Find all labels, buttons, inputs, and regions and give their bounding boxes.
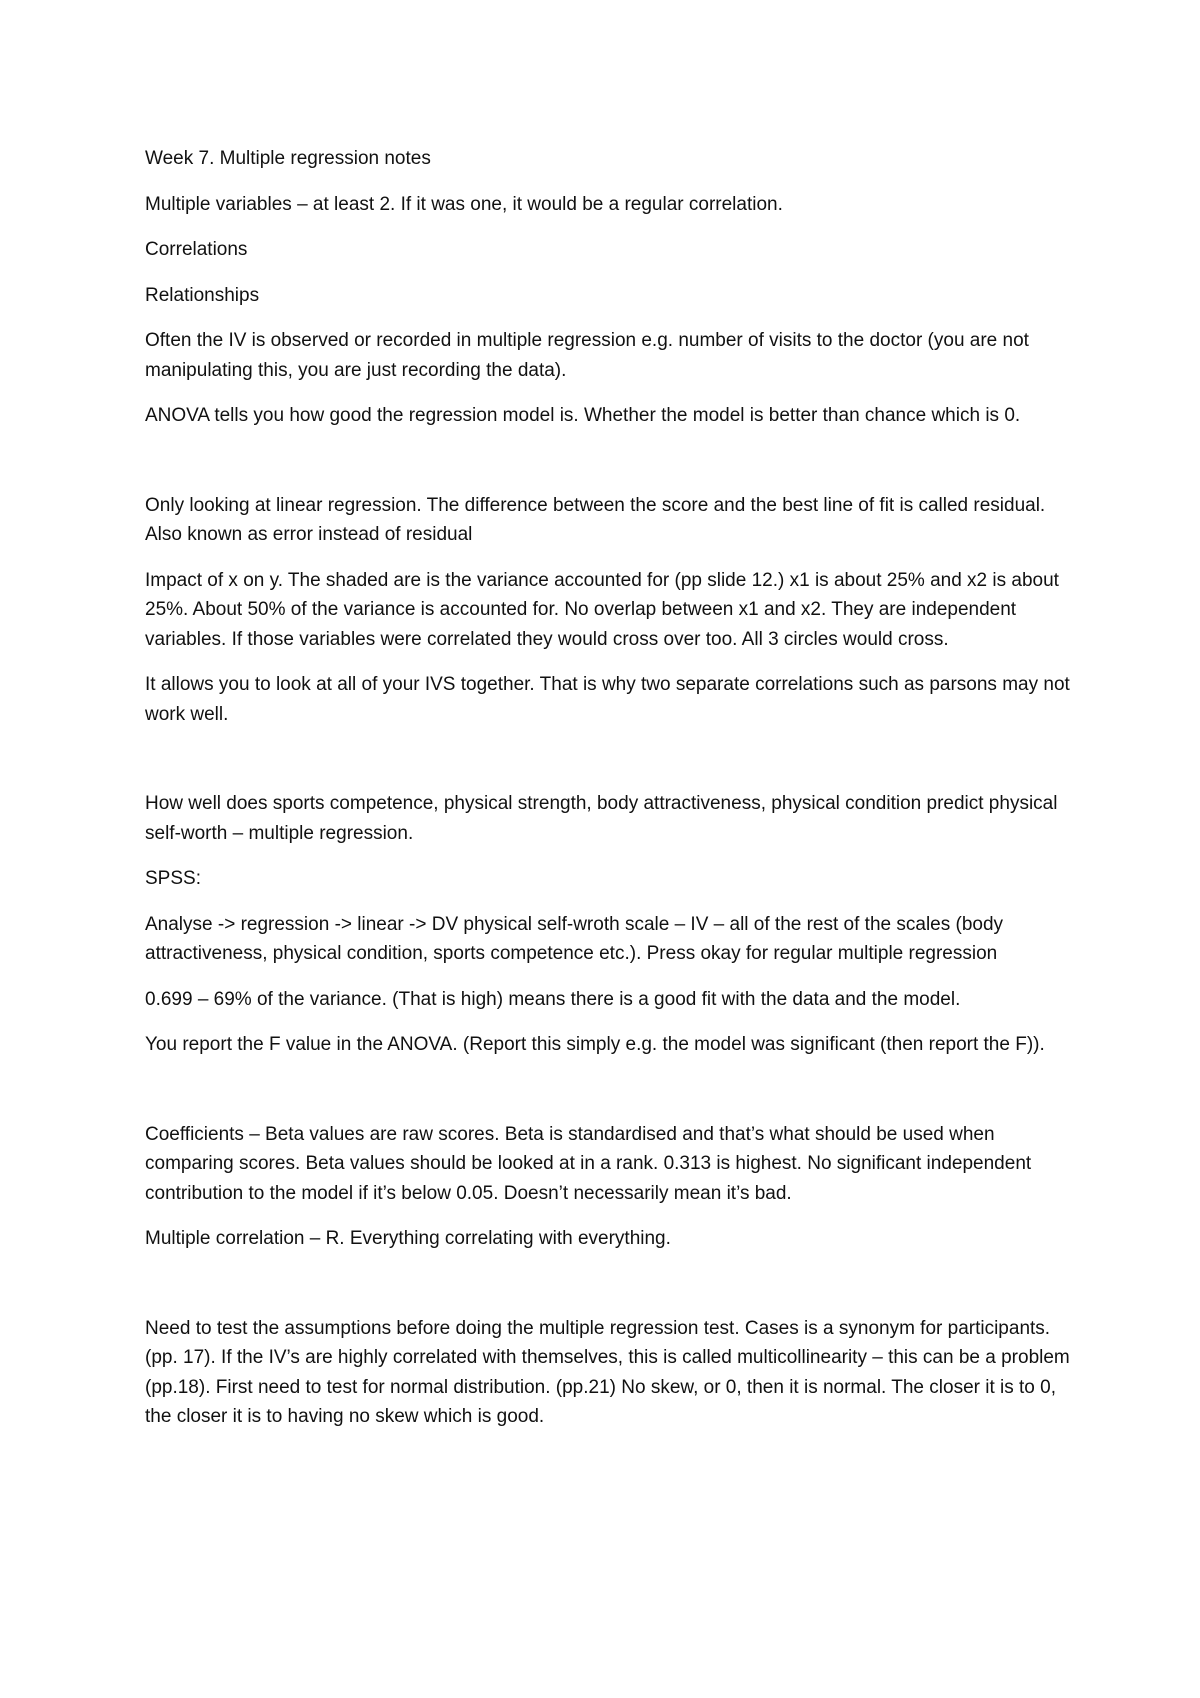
paragraph-ivs-together: It allows you to look at all of your IVS together. That is why two separate correlations such as parsons may not work well. [145, 674, 1070, 725]
paragraph-coefficients: Coefficients – Beta values are raw scores. Beta is standardised and that’s what should be used when comparing scores. Beta values should be looked at in a rank. 0.313 is highest. No significant independent contribution to the model if it’s below 0.05. Doesn’t necessarily mean it’s bad. [145, 1123, 1032, 1204]
paragraph-how-well: How well does sports competence, physical strength, body attractiveness, physical condition predict physical self-worth – multiple regression. [145, 793, 1058, 844]
paragraph-analyse: Analyse -> regression -> linear -> DV physical self-wroth scale – IV – all of the rest of the scales (body attractiveness, physical condition, sports competence etc.). Press okay for regular multiple regression [145, 913, 1004, 964]
blank-line [145, 447, 1070, 491]
paragraph-linear-regression: Only looking at linear regression. The difference between the score and the best line of fit is called residual. Also known as error instead of residual [145, 494, 1046, 545]
paragraph-correlations: Correlations [145, 239, 248, 260]
document-body [145, 144, 1070, 1448]
paragraph-relationships: Relationships [145, 284, 260, 306]
paragraph-impact-x-on-y: Impact of x on y. The shaded are is the variance accounted for (pp slide 12.) x1 is about 25% and x2 is about 25%. About 50% of the variance is accounted for. No overlap between x1 and x2. They are independent variables. If those variables were correlated they would cross over too. All 3 circles would cross. [145, 569, 1059, 650]
paragraph-iv-observed: Often the IV is observed or recorded in multiple regression e.g. number of visits to the doctor (you are not manipulating this, you are just recording the data). [145, 330, 1029, 381]
paragraph-report-f: You report the F value in the ANOVA. (Report this simply e.g. the model was significant (then report the F)). [145, 1034, 1045, 1055]
blank-line [145, 745, 1070, 789]
blank-line [145, 1076, 1070, 1120]
paragraph-multiple-correlation: Multiple correlation – R. Everything correlating with everything. [145, 1228, 671, 1249]
document-title: Week 7. Multiple regression notes [145, 148, 431, 169]
blank-line [145, 1270, 1070, 1314]
paragraph-variance: 0.699 – 69% of the variance. (That is high) means there is a good fit with the data and the model. [145, 988, 961, 1010]
paragraph-multiple-variables: Multiple variables – at least 2. If it was one, it would be a regular correlation. [145, 193, 783, 215]
paragraph-anova: ANOVA tells you how good the regression model is. Whether the model is better than chance which is 0. [145, 405, 1021, 426]
paragraph-assumptions: Need to test the assumptions before doing the multiple regression test. Cases is a synonym for participants. (pp. 17). If the IV’s are highly correlated with themselves, this is called multicollinearity – this can be a problem (pp.18). First need to test for normal distribution. (pp.21) No skew, or 0, then it is normal. The closer it is to 0, the closer it is to having no skew which is good. [145, 1317, 1070, 1427]
paragraph-spss: SPSS: [145, 868, 201, 889]
